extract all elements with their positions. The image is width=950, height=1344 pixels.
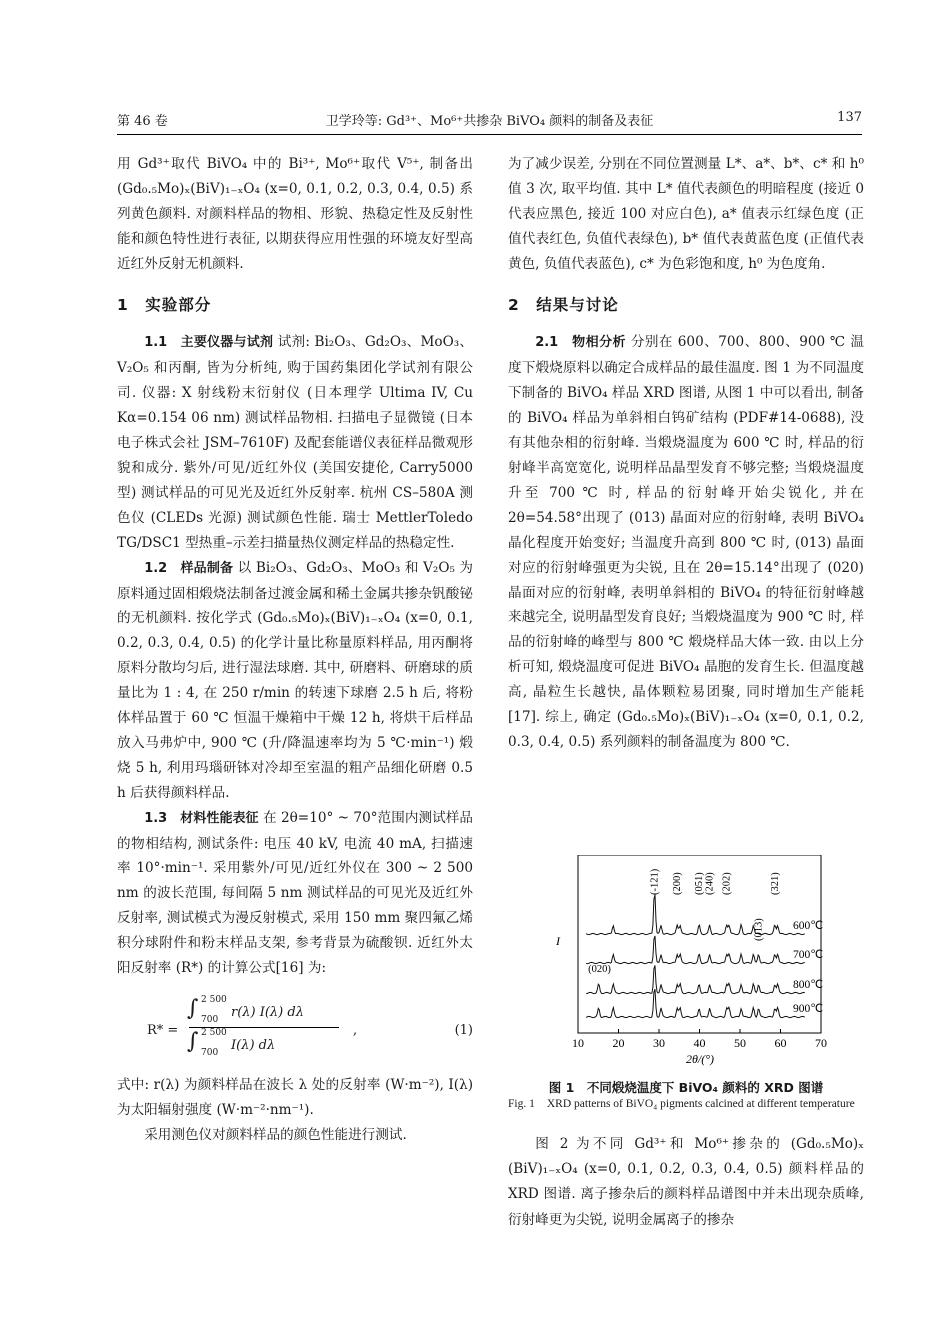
last-paragraph: 采用测色仪对颜料样品的颜色性能进行测试. (144, 1126, 407, 1143)
equation-1 (117, 995, 473, 1065)
x-tick-label: 10 (572, 1036, 584, 1050)
figure-caption-en (508, 1097, 864, 1111)
running-header (117, 108, 862, 130)
running-title: 卫学玲等: Gd³⁺、Mo⁶⁺共掺杂 BiVO₄ 颜料的制备及表征 (325, 114, 654, 129)
figure-caption-en-label: Fig. 1 (508, 1098, 535, 1110)
formula-explanation: 式中: r(λ) 为颜料样品在波长 λ 处的反射率 (W·m⁻²), I(λ) 为太阳辐射强度 (W·m⁻²·nm⁻¹). (117, 1077, 473, 1118)
xrd-line-600℃ (586, 895, 805, 935)
numerator-text: r(λ) I(λ) dλ (231, 1005, 304, 1020)
formula-fraction (179, 995, 349, 1058)
series-label: 600℃ (793, 920, 824, 932)
page-number: 137 (837, 110, 862, 125)
peak-label: (-121) (649, 868, 661, 895)
section-2-1-title: 2.1 物相分析 (535, 335, 627, 351)
upper-limit: 2 500 (201, 1028, 227, 1038)
intro-paragraph: 用 Gd³⁺取代 BiVO₄ 中的 Bi³⁺, Mo⁶⁺取代 V⁵⁺, 制备出 (Gd₀.₅Mo)ₓ(BiV)₁₋ₓO₄ (x=0, 0.1, 0.2, 0.3, 0.4, 0.5) 系列黄色颜料. 对颜料样品的物相、形貌、热稳定性及反射性能和颜色特性进行表征, 以期获得应用性强的环境友好型高近红外反射无机颜料. (117, 156, 473, 272)
section-1-1-title: 1.1 主要仪器与试剂 (144, 335, 274, 351)
volume-label: 第 46 卷 (117, 114, 168, 129)
figure-caption-cn: 图 1 不同煅烧温度下 BiVO₄ 颜料的 XRD 图谱 (548, 1080, 824, 1095)
formula-denominator (179, 1028, 349, 1058)
section-1-3 (117, 806, 473, 981)
peak-label: (200) (672, 872, 684, 895)
figure-caption-en-text: XRD patterns of BiVO₄ pigments calcined at different temperature (546, 1098, 855, 1110)
series-label: 800℃ (793, 979, 824, 991)
section-1-heading: 1 实验部分 (117, 295, 212, 314)
right-column (508, 152, 864, 755)
left-column (117, 152, 473, 1148)
right-top-paragraph: 为了减少误差, 分别在不同位置测量 L*、a*、b*、c* 和 h⁰ 值 3 次, 取平均值. 其中 L* 值代表颜色的明暗程度 (接近 0 代表应黑色, 接近 100 对应白色), a* 值表示红绿色度 (正值代表红色, 负值代表绿色), b* 值代表黄蓝色度 (正值代表黄色, 负值代表蓝色), c* 为色彩饱和度, h⁰ 为色度角. (508, 156, 864, 272)
series-label: 700℃ (793, 949, 824, 961)
section-1-2-text: 以 Bi₂O₃、Gd₂O₃、MoO₃ 和 V₂O₅ 为原料通过固相煅烧法制备过渡金属和稀土金属共掺杂钒酸铋的无机颜料. 按化学式 (Gd₀.₅Mo)ₓ(BiV)₁₋ₓO₄ (x=0, 0.1, 0.2, 0.3, 0.4, 0.5) 的化学计量比称量原料样品, 用丙酮将原料分散均匀后, 进行湿法球磨. 其中, 研磨料、研磨球的质量比为 1 : 4, 在 250 r/min 的转速下球磨 2.5 h 后, 将粉体样品置于 60 ℃ 恒温干燥箱中干燥 12 h, 将烘干后样品放入马弗炉中, 900 ℃ (升/降温速率均为 5 ℃·min⁻¹) 煅烧 5 h, 利用玛瑙研钵对冷却至室温的粗产品细化研磨 0.5 h 后获得颜料样品. (117, 559, 473, 801)
x-tick-label: 40 (693, 1036, 706, 1050)
lower-limit: 700 (201, 1015, 219, 1025)
peak-label: (013) (753, 918, 765, 941)
x-axis-label: 2θ/(°) (685, 1052, 715, 1066)
section-1-3-title: 1.3 材料性能表征 (144, 810, 259, 826)
x-tick-label: 20 (612, 1036, 625, 1050)
xrd-chart (530, 855, 860, 1090)
xrd-line-700℃ (586, 936, 805, 964)
denominator-text: I(λ) dλ (231, 1038, 276, 1053)
upper-limit: 2 500 (201, 995, 227, 1005)
lower-limit: 700 (201, 1048, 219, 1058)
xrd-line-800℃ (586, 965, 805, 993)
right-bottom-text (508, 1132, 864, 1233)
section-1-1 (117, 330, 473, 555)
section-1-2-title: 1.2 样品制备 (144, 560, 234, 576)
x-axis-ticks (572, 1029, 827, 1050)
series-label: 900℃ (793, 1003, 824, 1015)
section-1-2 (117, 556, 473, 806)
x-tick-label: 70 (815, 1036, 827, 1050)
section-2-1 (508, 330, 864, 754)
peak-label: (202) (721, 872, 733, 895)
formula-numerator (179, 995, 349, 1025)
section-1-1-text: 试剂: Bi₂O₃、Gd₂O₃、MoO₃、V₂O₅ 和丙酮, 皆为分析纯, 购于国药集团化学试剂有限公司. 仪器: X 射线粉末衍射仪 (日本理学 Ultima IV, Cu Kα=0.154 06 nm) 测试样品物相. 扫描电子显微镜 (日本电子株式会社 JSM–7610F) 及配套能谱仪表征样品微观形貌和成分. 紫外/可见/近红外仪 (美国安捷伦, Carry5000 型) 测试样品的可见光及近红外反射率. 杭州 CS–580A 测色仪 (CLEDs 光源) 测试颜色性能. 瑞士 MettlerToledo TG/DSC1 型热重–示差扫描量热仪测定样品的热稳定性. (117, 334, 473, 551)
peak-label: (020) (588, 964, 611, 975)
x-tick-label: 30 (653, 1036, 665, 1050)
section-2-1-text: 分别在 600、700、800、900 ℃ 温度下煅烧原料以确定合成样品的最佳温度. 图 1 为不同温度下制备的 BiVO₄ 样品 XRD 图谱, 从图 1 中可以看出, 制备的 BiVO₄ 样品为单斜相白钨矿结构 (PDF#14-0688), 没有其他杂相的衍射峰. 当煅烧温度为 600 ℃ 时, 样品的衍射峰半高宽宽化, 说明样品晶型发育不够完整; 当煅烧温度升至 700 ℃ 时, 样品的衍射峰开始尖锐化, 并在 2θ=54.58°出现了 (013) 晶面对应的衍射峰, 表明 BiVO₄ 晶化程度开始变好; 当温度升高到 800 ℃ 时, (013) 晶面对应的衍射峰强更为尖锐, 且在 2θ=15.14°出现了 (020) 晶面对应的衍射峰, 表明单斜相的 BiVO₄ 的特征衍射峰越来越完全, 说明晶型发育良好; 当煅烧温度为 900 ℃ 时, 样品的衍射峰的峰型与 800 ℃ 煅烧样品大体一致. 由以上分析可知, 煅烧温度可促进 BiVO₄ 晶胞的发育生长. 但温度越高, 晶粒生长越快, 晶体颗粒易团聚, 同时增加生产能耗[17]. 综上, 确定 (Gd₀.₅Mo)ₓ(BiV)₁₋ₓO₄ (x=0, 0.1, 0.2, 0.3, 0.4, 0.5) 系列颜料的制备温度为 800 ℃. (508, 334, 864, 750)
section-1-3-text: 在 2θ=10° ~ 70°范围内测试样品的物相结构, 测试条件: 电压 40 kV, 电流 40 mA, 扫描速率 10°·min⁻¹. 采用紫外/可见/近红外仪在 300 ~ 2 500 nm 的波长范围, 每间隔 5 nm 测试样品的可见光及近红外反射率, 测试模式为漫反射模式, 采用 150 mm 聚四氟乙烯积分球附件和粉末样品支架, 参考背景为硫酸钡. 近红外太阳反射率 (R*) 的计算公式[16] 为: (117, 809, 473, 977)
y-axis-label: I (556, 934, 560, 948)
formula-comma: , (353, 1023, 358, 1038)
equation-number: (1) (454, 1023, 473, 1038)
section-2-heading: 2 结果与讨论 (508, 295, 619, 314)
right-bottom-paragraph: 图 2 为不同 Gd³⁺和 Mo⁶⁺掺杂的 (Gd₀.₅Mo)ₓ (BiV)₁₋ₓO₄ (x=0, 0.1, 0.2, 0.3, 0.4, 0.5) 颜料样品的 XRD 图谱. 离子掺杂后的颜料样品谱图中并未出现杂质峰, 衍射峰更为尖锐, 说明金属离子的掺杂 (508, 1136, 864, 1228)
integral-sign: ∫ (187, 1029, 199, 1054)
formula-lhs: R* = (147, 1023, 179, 1038)
xrd-series (586, 895, 823, 1018)
peak-label: (240) (704, 872, 716, 895)
x-tick-label: 60 (774, 1036, 787, 1050)
integral-sign: ∫ (187, 996, 199, 1021)
peak-label: (051) (694, 872, 706, 895)
x-tick-label: 50 (734, 1036, 746, 1050)
header-rule (117, 134, 862, 135)
peak-label: (321) (769, 872, 781, 895)
